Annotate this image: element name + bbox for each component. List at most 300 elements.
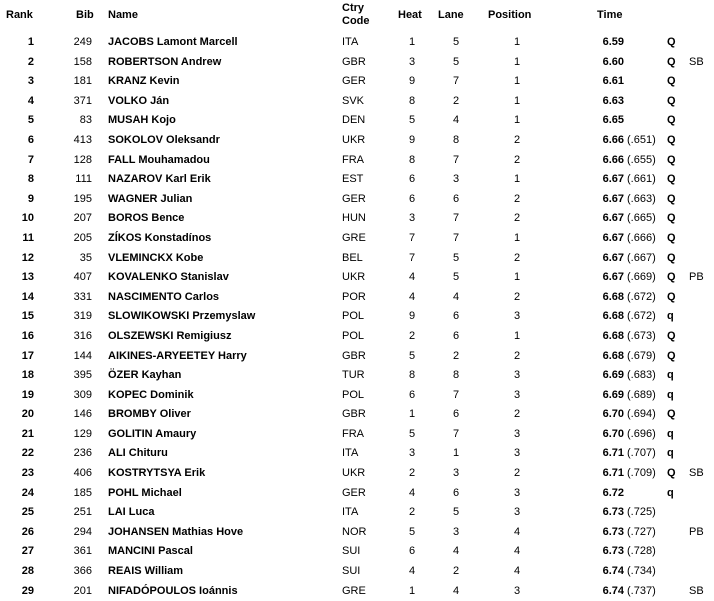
qualification-mark: q — [667, 310, 674, 323]
lane-cell: 6 — [452, 310, 460, 323]
bib-cell: 146 — [73, 408, 92, 421]
lane-cell: 8 — [452, 369, 460, 382]
time-cell: 6.67 — [602, 173, 624, 186]
rank-cell: 26 — [21, 525, 34, 538]
athlete-name: JOHANSEN Mathias Hove — [108, 525, 244, 538]
rank-cell: 20 — [21, 408, 34, 421]
lane-cell: 6 — [452, 329, 460, 342]
rank-cell: 19 — [21, 388, 34, 401]
position-cell: 2 — [513, 290, 521, 303]
rank-cell: 29 — [21, 584, 34, 597]
country-code: NOR — [342, 525, 367, 538]
bib-cell: 83 — [79, 114, 92, 127]
record-mark: SB — [689, 584, 704, 597]
table-row — [0, 229, 714, 249]
time-cell: 6.74 — [602, 584, 624, 597]
qualification-mark: Q — [667, 329, 676, 342]
country-code: GRE — [342, 584, 366, 597]
country-code: SVK — [342, 94, 365, 107]
lane-cell: 7 — [452, 75, 460, 88]
qualification-mark: Q — [667, 271, 676, 284]
bib-cell: 111 — [75, 173, 92, 186]
qualification-mark: Q — [667, 408, 676, 421]
position-cell: 1 — [513, 271, 521, 284]
bib-cell: 181 — [73, 75, 92, 88]
bib-cell: 236 — [73, 447, 92, 460]
country-code: POL — [342, 329, 365, 342]
rank-cell: 25 — [21, 506, 34, 519]
heat-cell: 5 — [408, 114, 416, 127]
athlete-name: NASCIMENTO Carlos — [108, 290, 220, 303]
lane-cell: 6 — [452, 192, 460, 205]
country-code: UKR — [342, 467, 366, 480]
time-cell: 6.68 — [602, 349, 624, 362]
rank-cell: 14 — [21, 290, 34, 303]
bib-cell: 366 — [73, 565, 92, 578]
athlete-name: KOSTRYTSYA Erik — [108, 467, 206, 480]
table-row — [0, 425, 714, 445]
time-cell: 6.67 — [602, 271, 624, 284]
lane-cell: 5 — [452, 55, 460, 68]
header-ctry: Ctry — [342, 2, 365, 14]
qualification-mark: Q — [667, 173, 676, 186]
country-code: UKR — [342, 133, 366, 146]
rank-cell: 22 — [21, 447, 34, 460]
time-cell: 6.66 — [602, 153, 624, 166]
rank-cell: 28 — [21, 565, 34, 578]
position-cell: 3 — [513, 584, 521, 597]
time-cell: 6.69 — [602, 388, 624, 401]
country-code: ITA — [342, 447, 359, 460]
table-row — [0, 464, 714, 484]
heat-cell: 9 — [408, 75, 416, 88]
bib-cell: 294 — [73, 525, 92, 538]
rank-cell: 6 — [27, 133, 34, 146]
heat-cell: 3 — [408, 447, 416, 460]
bib-cell: 185 — [73, 486, 92, 499]
lane-cell: 5 — [452, 251, 460, 264]
country-code: ITA — [342, 36, 359, 48]
reaction-time: (.737) — [627, 584, 656, 597]
table-row — [0, 209, 714, 229]
time-cell: 6.60 — [602, 55, 624, 68]
lane-cell: 7 — [452, 153, 460, 166]
qualification-mark: q — [667, 369, 674, 382]
time-cell: 6.69 — [602, 369, 624, 382]
table-row — [0, 562, 714, 582]
bib-cell: 331 — [73, 290, 92, 303]
rank-cell: 7 — [27, 153, 34, 166]
time-cell: 6.70 — [602, 408, 624, 421]
time-cell: 6.59 — [602, 36, 624, 48]
rank-cell: 3 — [27, 75, 34, 88]
rank-cell: 12 — [21, 251, 34, 264]
qualification-mark: Q — [667, 94, 676, 107]
position-cell: 4 — [513, 545, 521, 558]
heat-cell: 9 — [408, 310, 416, 323]
table-row — [0, 111, 714, 131]
country-code: POR — [342, 290, 366, 303]
athlete-name: BROMBY Oliver — [108, 408, 191, 421]
table-row — [0, 92, 714, 112]
record-mark: SB — [689, 467, 704, 480]
rank-cell: 24 — [21, 486, 34, 499]
position-cell: 3 — [513, 447, 521, 460]
position-cell: 2 — [513, 408, 521, 421]
country-code: ITA — [342, 506, 359, 519]
reaction-time: (.651) — [627, 133, 656, 146]
heat-cell: 6 — [408, 545, 416, 558]
heat-cell: 1 — [408, 36, 416, 48]
record-mark: SB — [689, 55, 704, 68]
heat-cell: 4 — [408, 565, 416, 578]
heat-cell: 1 — [408, 408, 416, 421]
lane-cell: 2 — [452, 349, 460, 362]
lane-cell: 8 — [452, 133, 460, 146]
heat-cell: 1 — [408, 584, 416, 597]
country-code: DEN — [342, 114, 366, 127]
bib-cell: 371 — [73, 94, 92, 107]
header-bib: Bib — [76, 9, 94, 21]
bib-cell: 207 — [73, 212, 92, 225]
reaction-time: (.655) — [627, 153, 656, 166]
reaction-time: (.679) — [627, 349, 656, 362]
time-cell: 6.63 — [602, 94, 624, 107]
table-row — [0, 288, 714, 308]
country-code: SUI — [342, 565, 361, 578]
table-row — [0, 386, 714, 406]
country-code: HUN — [342, 212, 366, 225]
qualification-mark: q — [667, 427, 674, 440]
position-cell: 3 — [513, 427, 521, 440]
heat-cell: 3 — [408, 55, 416, 68]
reaction-time: (.734) — [627, 565, 656, 578]
heat-cell: 8 — [408, 369, 416, 382]
bib-cell: 205 — [73, 231, 92, 244]
position-cell: 1 — [513, 173, 521, 186]
rank-cell: 1 — [27, 36, 34, 48]
heat-cell: 7 — [408, 251, 416, 264]
lane-cell: 4 — [452, 545, 460, 558]
country-code: POL — [342, 310, 365, 323]
table-row — [0, 582, 714, 601]
country-code: SUI — [342, 545, 361, 558]
table-row — [0, 53, 714, 73]
reaction-time: (.689) — [627, 388, 656, 401]
heat-cell: 2 — [408, 467, 416, 480]
time-cell: 6.61 — [602, 75, 624, 88]
table-row — [0, 249, 714, 269]
lane-cell: 3 — [452, 525, 460, 538]
reaction-time: (.672) — [627, 290, 656, 303]
qualification-mark: q — [667, 486, 674, 499]
lane-cell: 5 — [452, 36, 460, 48]
position-cell: 2 — [513, 133, 521, 146]
country-code: GBR — [342, 55, 366, 68]
rank-cell: 4 — [27, 94, 34, 107]
time-cell: 6.68 — [602, 310, 624, 323]
reaction-time: (.728) — [627, 545, 656, 558]
qualification-mark: q — [667, 388, 674, 401]
header-code: Code — [342, 15, 370, 27]
athlete-name: NAZAROV Karl Erik — [108, 173, 211, 186]
table-row — [0, 190, 714, 210]
heat-cell: 4 — [408, 486, 416, 499]
qualification-mark: Q — [667, 212, 676, 225]
reaction-time: (.707) — [627, 447, 656, 460]
rank-cell: 27 — [21, 545, 34, 558]
reaction-time: (.661) — [627, 173, 656, 186]
position-cell: 3 — [513, 388, 521, 401]
table-row — [0, 307, 714, 327]
lane-cell: 5 — [452, 271, 460, 284]
table-row — [0, 72, 714, 92]
athlete-name: AIKINES-ARYEETEY Harry — [108, 349, 247, 362]
time-cell: 6.71 — [602, 447, 624, 460]
qualification-mark: Q — [667, 231, 676, 244]
bib-cell: 249 — [73, 36, 92, 48]
position-cell: 2 — [513, 212, 521, 225]
qualification-mark: Q — [667, 75, 676, 88]
rank-cell: 8 — [27, 173, 34, 186]
time-cell: 6.72 — [602, 486, 624, 499]
rank-cell: 2 — [27, 55, 34, 68]
position-cell: 1 — [513, 114, 521, 127]
heat-cell: 6 — [408, 388, 416, 401]
position-cell: 2 — [513, 349, 521, 362]
header-name: Name — [108, 9, 138, 21]
time-cell: 6.66 — [602, 133, 624, 146]
reaction-time: (.709) — [627, 467, 656, 480]
athlete-name: VOLKO Ján — [108, 94, 170, 107]
athlete-name: GOLITIN Amaury — [108, 427, 197, 440]
table-row — [0, 503, 714, 523]
time-cell: 6.74 — [602, 565, 624, 578]
athlete-name: KOVALENKO Stanislav — [108, 271, 229, 284]
heat-cell: 5 — [408, 349, 416, 362]
country-code: TUR — [342, 369, 365, 382]
country-code: GER — [342, 486, 366, 499]
position-cell: 1 — [513, 75, 521, 88]
time-cell: 6.71 — [602, 467, 624, 480]
rank-cell: 16 — [21, 329, 34, 342]
athlete-name: JACOBS Lamont Marcell — [108, 36, 238, 48]
table-row — [0, 347, 714, 367]
header-time: Time — [597, 9, 623, 21]
rank-cell: 5 — [27, 114, 34, 127]
position-cell: 2 — [513, 192, 521, 205]
table-row — [0, 444, 714, 464]
time-cell: 6.68 — [602, 290, 624, 303]
athlete-name: NIFADÓPOULOS Ioánnis — [108, 584, 238, 597]
table-row — [0, 366, 714, 386]
athlete-name: MUSAH Kojo — [108, 114, 176, 127]
qualification-mark: Q — [667, 133, 676, 146]
qualification-mark: q — [667, 447, 674, 460]
position-cell: 2 — [513, 467, 521, 480]
reaction-time: (.696) — [627, 427, 656, 440]
time-cell: 6.67 — [602, 231, 624, 244]
athlete-name: ZÍKOS Konstadínos — [108, 231, 212, 244]
reaction-time: (.683) — [627, 369, 656, 382]
rank-cell: 18 — [21, 369, 34, 382]
bib-cell: 201 — [73, 584, 92, 597]
table-row — [0, 405, 714, 425]
athlete-name: OLSZEWSKI Remigiusz — [108, 329, 232, 342]
position-cell: 1 — [513, 94, 521, 107]
position-cell: 1 — [513, 231, 521, 244]
bib-cell: 309 — [73, 388, 92, 401]
bib-cell: 129 — [73, 427, 92, 440]
athlete-name: ÖZER Kayhan — [108, 369, 182, 382]
reaction-time: (.666) — [627, 231, 656, 244]
lane-cell: 6 — [452, 408, 460, 421]
lane-cell: 4 — [452, 290, 460, 303]
header-heat: Heat — [398, 9, 422, 21]
header-lane: Lane — [438, 9, 464, 21]
rank-cell: 17 — [21, 349, 34, 362]
heat-cell: 5 — [408, 525, 416, 538]
country-code: GER — [342, 192, 366, 205]
country-code: GBR — [342, 408, 366, 421]
time-cell: 6.67 — [602, 251, 624, 264]
time-cell: 6.67 — [602, 212, 624, 225]
country-code: GBR — [342, 349, 366, 362]
rank-cell: 15 — [21, 310, 34, 323]
heat-cell: 9 — [408, 133, 416, 146]
position-cell: 2 — [513, 251, 521, 264]
bib-cell: 195 — [73, 192, 92, 205]
country-code: BEL — [342, 251, 363, 264]
bib-cell: 361 — [73, 545, 92, 558]
country-code: POL — [342, 388, 365, 401]
time-cell: 6.68 — [602, 329, 624, 342]
country-code: FRA — [342, 427, 364, 440]
time-cell: 6.67 — [602, 192, 624, 205]
heat-cell: 6 — [408, 192, 416, 205]
bib-cell: 128 — [73, 153, 92, 166]
heat-cell: 4 — [408, 271, 416, 284]
results-table — [0, 33, 714, 601]
heat-cell: 2 — [408, 329, 416, 342]
lane-cell: 7 — [452, 212, 460, 225]
heat-cell: 5 — [408, 427, 416, 440]
bib-cell: 413 — [73, 133, 92, 146]
qualification-mark: Q — [667, 467, 676, 480]
table-row — [0, 523, 714, 543]
lane-cell: 3 — [452, 467, 460, 480]
bib-cell: 316 — [73, 329, 92, 342]
athlete-name: ALI Chituru — [108, 447, 168, 460]
athlete-name: VLEMINCKX Kobe — [108, 251, 204, 264]
rank-cell: 9 — [27, 192, 34, 205]
table-row — [0, 268, 714, 288]
lane-cell: 6 — [452, 486, 460, 499]
lane-cell: 1 — [452, 447, 460, 460]
position-cell: 3 — [513, 310, 521, 323]
position-cell: 3 — [513, 369, 521, 382]
heat-cell: 8 — [408, 153, 416, 166]
lane-cell: 3 — [452, 173, 460, 186]
time-cell: 6.73 — [602, 506, 624, 519]
heat-cell: 2 — [408, 506, 416, 519]
position-cell: 3 — [513, 486, 521, 499]
athlete-name: ROBERTSON Andrew — [108, 55, 222, 68]
lane-cell: 2 — [452, 94, 460, 107]
heat-cell: 3 — [408, 212, 416, 225]
record-mark: PB — [689, 271, 704, 284]
header-position: Position — [488, 9, 532, 21]
table-row — [0, 484, 714, 504]
reaction-time: (.694) — [627, 408, 656, 421]
athlete-name: FALL Mouhamadou — [108, 153, 210, 166]
athlete-name: BOROS Bence — [108, 212, 185, 225]
table-row — [0, 131, 714, 151]
country-code: EST — [342, 173, 364, 186]
rank-cell: 23 — [21, 467, 34, 480]
qualification-mark: Q — [667, 251, 676, 264]
time-cell: 6.73 — [602, 525, 624, 538]
qualification-mark: Q — [667, 290, 676, 303]
athlete-name: LAI Luca — [108, 506, 155, 519]
qualification-mark: Q — [667, 55, 676, 68]
qualification-mark: Q — [667, 114, 676, 127]
athlete-name: MANCINI Pascal — [108, 545, 193, 558]
position-cell: 1 — [513, 55, 521, 68]
reaction-time: (.672) — [627, 310, 656, 323]
table-row — [0, 151, 714, 171]
bib-cell: 406 — [73, 467, 92, 480]
lane-cell: 2 — [452, 565, 460, 578]
time-cell: 6.73 — [602, 545, 624, 558]
country-code: GRE — [342, 231, 366, 244]
lane-cell: 4 — [452, 114, 460, 127]
qualification-mark: Q — [667, 36, 676, 48]
bib-cell: 158 — [73, 55, 92, 68]
time-cell: 6.65 — [602, 114, 624, 127]
bib-cell: 395 — [73, 369, 92, 382]
time-cell: 6.70 — [602, 427, 624, 440]
heat-cell: 6 — [408, 173, 416, 186]
lane-cell: 7 — [452, 388, 460, 401]
athlete-name: POHL Michael — [108, 486, 182, 499]
rank-cell: 21 — [21, 427, 34, 440]
bib-cell: 251 — [73, 506, 92, 519]
lane-cell: 4 — [452, 584, 460, 597]
lane-cell: 5 — [452, 506, 460, 519]
bib-cell: 407 — [73, 271, 92, 284]
reaction-time: (.665) — [627, 212, 656, 225]
rank-cell: 13 — [21, 271, 34, 284]
position-cell: 4 — [513, 565, 521, 578]
heat-cell: 4 — [408, 290, 416, 303]
reaction-time: (.663) — [627, 192, 656, 205]
country-code: UKR — [342, 271, 366, 284]
results-header — [0, 0, 714, 30]
bib-cell: 35 — [79, 251, 92, 264]
bib-cell: 319 — [73, 310, 92, 323]
country-code: FRA — [342, 153, 364, 166]
header-rank: Rank — [6, 9, 33, 21]
heat-cell: 8 — [408, 94, 416, 107]
position-cell: 3 — [513, 506, 521, 519]
position-cell: 1 — [513, 329, 521, 342]
athlete-name: REAIS William — [108, 565, 184, 578]
position-cell: 2 — [513, 153, 521, 166]
position-cell: 4 — [513, 525, 521, 538]
athlete-name: KRANZ Kevin — [108, 75, 180, 88]
reaction-time: (.669) — [627, 271, 656, 284]
